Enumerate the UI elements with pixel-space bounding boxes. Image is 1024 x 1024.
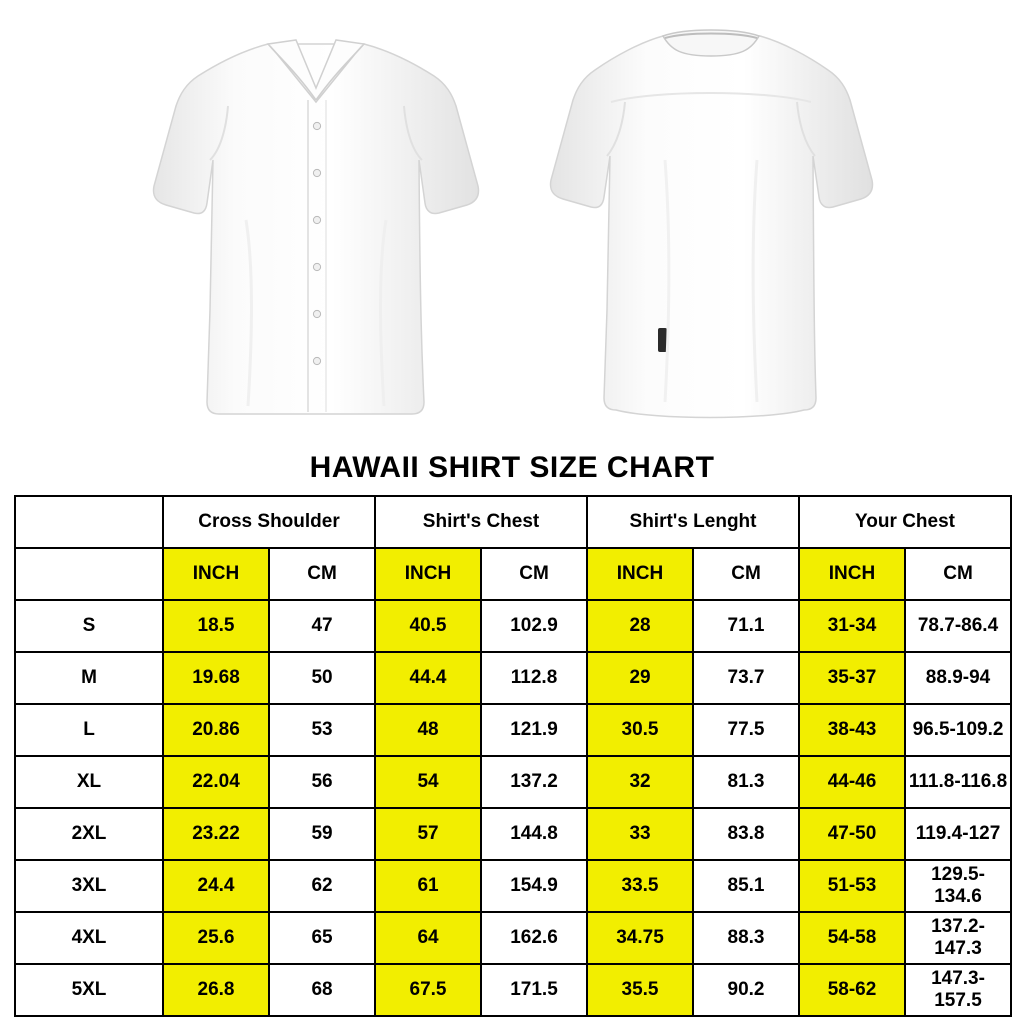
cell-length-inch: 28 (587, 600, 693, 652)
table-row (15, 860, 1011, 912)
row-size-label: 3XL (15, 860, 163, 912)
cell-chest-inch: 54 (375, 756, 481, 808)
cell-chest-inch: 40.5 (375, 600, 481, 652)
cell-length-inch: 34.75 (587, 912, 693, 964)
cell-cross-shoulder-inch: 26.8 (163, 964, 269, 1016)
cell-length-cm: 77.5 (693, 704, 799, 756)
table-row (15, 600, 1011, 652)
group-header-cross-shoulder: Cross Shoulder (163, 496, 375, 548)
row-size-label: 2XL (15, 808, 163, 860)
cell-your-chest-inch: 51-53 (799, 860, 905, 912)
cell-your-chest-inch: 31-34 (799, 600, 905, 652)
table-corner-cell (15, 496, 163, 548)
cell-chest-inch: 57 (375, 808, 481, 860)
group-header-shirts-chest: Shirt's Chest (375, 496, 587, 548)
cell-cross-shoulder-inch: 19.68 (163, 652, 269, 704)
cell-length-cm: 90.2 (693, 964, 799, 1016)
cell-cross-shoulder-cm: 56 (269, 756, 375, 808)
cell-chest-inch: 67.5 (375, 964, 481, 1016)
product-image-row (0, 0, 1024, 445)
cell-chest-cm: 171.5 (481, 964, 587, 1016)
group-header-your-chest: Your Chest (799, 496, 1011, 548)
cell-cross-shoulder-inch: 25.6 (163, 912, 269, 964)
cell-chest-inch: 44.4 (375, 652, 481, 704)
cell-cross-shoulder-inch: 18.5 (163, 600, 269, 652)
table-row (15, 652, 1011, 704)
cell-chest-inch: 64 (375, 912, 481, 964)
cell-cross-shoulder-cm: 59 (269, 808, 375, 860)
page-title: HAWAII SHIRT SIZE CHART (309, 451, 715, 484)
table-unit-header-row (15, 548, 1011, 600)
unit-header-length-cm: CM (693, 548, 799, 600)
table-row (15, 756, 1011, 808)
cell-cross-shoulder-cm: 53 (269, 704, 375, 756)
cell-your-chest-inch: 54-58 (799, 912, 905, 964)
unit-header-your-chest-cm: CM (905, 548, 1011, 600)
shirt-back-image (545, 10, 875, 430)
cell-length-inch: 30.5 (587, 704, 693, 756)
cell-length-cm: 81.3 (693, 756, 799, 808)
cell-your-chest-cm: 119.4-127 (905, 808, 1011, 860)
cell-chest-cm: 154.9 (481, 860, 587, 912)
cell-your-chest-cm: 137.2-147.3 (905, 912, 1011, 964)
cell-your-chest-cm: 147.3-157.5 (905, 964, 1011, 1016)
row-size-label: 4XL (15, 912, 163, 964)
cell-chest-inch: 61 (375, 860, 481, 912)
unit-header-your-chest-inch: INCH (799, 548, 905, 600)
cell-length-inch: 32 (587, 756, 693, 808)
cell-cross-shoulder-inch: 22.04 (163, 756, 269, 808)
unit-header-length-inch: INCH (587, 548, 693, 600)
cell-cross-shoulder-cm: 68 (269, 964, 375, 1016)
unit-header-chest-cm: CM (481, 548, 587, 600)
cell-your-chest-cm: 88.9-94 (905, 652, 1011, 704)
cell-your-chest-inch: 35-37 (799, 652, 905, 704)
unit-header-cross-shoulder-cm: CM (269, 548, 375, 600)
cell-your-chest-inch: 58-62 (799, 964, 905, 1016)
cell-length-cm: 85.1 (693, 860, 799, 912)
cell-cross-shoulder-inch: 24.4 (163, 860, 269, 912)
unit-header-cross-shoulder-inch: INCH (163, 548, 269, 600)
cell-length-cm: 71.1 (693, 600, 799, 652)
cell-your-chest-cm: 96.5-109.2 (905, 704, 1011, 756)
table-row (15, 964, 1011, 1016)
table-row (15, 912, 1011, 964)
row-size-label: M (15, 652, 163, 704)
cell-your-chest-cm: 111.8-116.8 (905, 756, 1011, 808)
cell-length-inch: 29 (587, 652, 693, 704)
cell-length-inch: 35.5 (587, 964, 693, 1016)
cell-length-cm: 73.7 (693, 652, 799, 704)
group-header-shirts-length: Shirt's Lenght (587, 496, 799, 548)
cell-chest-cm: 102.9 (481, 600, 587, 652)
cell-chest-cm: 162.6 (481, 912, 587, 964)
cell-chest-cm: 144.8 (481, 808, 587, 860)
cell-your-chest-inch: 47-50 (799, 808, 905, 860)
cell-cross-shoulder-inch: 23.22 (163, 808, 269, 860)
unit-corner-cell (15, 548, 163, 600)
table-group-header-row (15, 496, 1011, 548)
cell-chest-cm: 137.2 (481, 756, 587, 808)
row-size-label: 5XL (15, 964, 163, 1016)
size-chart-table-wrapper (0, 495, 1024, 1017)
cell-chest-cm: 121.9 (481, 704, 587, 756)
table-row (15, 704, 1011, 756)
cell-cross-shoulder-cm: 50 (269, 652, 375, 704)
cell-cross-shoulder-inch: 20.86 (163, 704, 269, 756)
cell-length-cm: 88.3 (693, 912, 799, 964)
cell-length-inch: 33 (587, 808, 693, 860)
cell-chest-cm: 112.8 (481, 652, 587, 704)
cell-cross-shoulder-cm: 65 (269, 912, 375, 964)
row-size-label: XL (15, 756, 163, 808)
size-chart-table (14, 495, 1012, 1017)
shirt-front-image (150, 10, 480, 430)
cell-cross-shoulder-cm: 47 (269, 600, 375, 652)
cell-your-chest-cm: 78.7-86.4 (905, 600, 1011, 652)
row-size-label: S (15, 600, 163, 652)
cell-your-chest-inch: 38-43 (799, 704, 905, 756)
cell-length-inch: 33.5 (587, 860, 693, 912)
cell-chest-inch: 48 (375, 704, 481, 756)
row-size-label: L (15, 704, 163, 756)
cell-cross-shoulder-cm: 62 (269, 860, 375, 912)
unit-header-chest-inch: INCH (375, 548, 481, 600)
table-row (15, 808, 1011, 860)
cell-your-chest-cm: 129.5-134.6 (905, 860, 1011, 912)
cell-your-chest-inch: 44-46 (799, 756, 905, 808)
cell-length-cm: 83.8 (693, 808, 799, 860)
